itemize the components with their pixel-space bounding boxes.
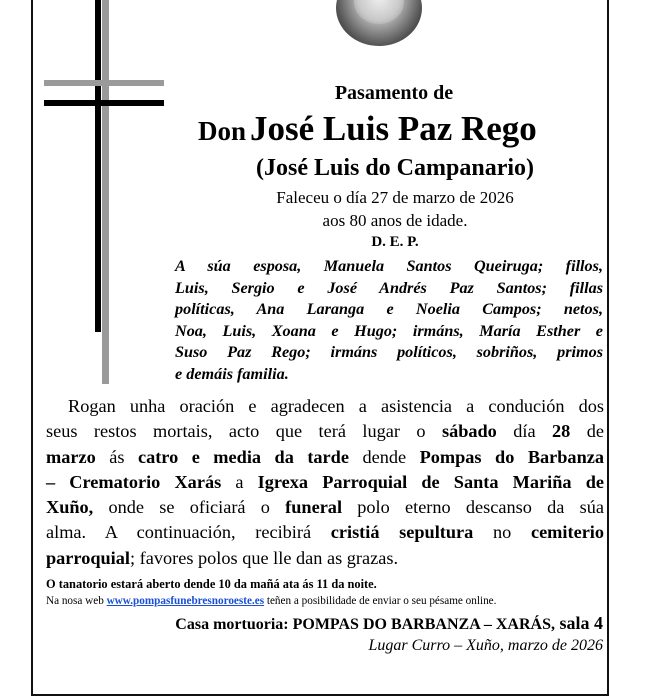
casa-mortuoria: Casa mortuoria: POMPAS DO BARBANZA – XARÁS, sala 4: [175, 613, 603, 633]
dep: D. E. P.: [371, 234, 419, 250]
death-date: Faleceu o día 27 de marzo de 2026: [276, 188, 514, 207]
name-title: Don: [198, 116, 247, 146]
sala-number: sala 4: [554, 613, 603, 633]
name-full: José Luis Paz Rego: [250, 109, 537, 148]
place-date: Lugar Curro – Xuño, marzo de 2026: [368, 637, 603, 654]
family-paragraph: [175, 256, 603, 386]
family-line: Suso Paz Rego; irmáns políticos, sobriños, primos: [175, 343, 603, 362]
announcement-line: alma. A continuación, recibirá cristiá sepultura no cemiterio: [46, 522, 605, 543]
tanatorio-note: O tanatorio estará aberto dende 10 da mañá ata ás 11 da noite.: [46, 577, 377, 591]
heading: Pasamento de: [334, 82, 454, 104]
announcement-paragraph: [46, 394, 604, 571]
family-line: A súa esposa, Manuela Santos Queiruga; fillos,: [175, 257, 603, 275]
family-line: e demáis familia.: [175, 364, 289, 383]
announcement-line: Rogan unha oración e agradecen a asistencia a condución dos: [68, 396, 604, 416]
deceased-name: [198, 109, 537, 149]
website-link[interactable]: www.pompasfunebresnoroeste.es: [106, 595, 265, 607]
age: aos 80 anos de idade.: [322, 211, 468, 230]
family-line: Noa, Luis, Xoana e Hugo; irmáns, María Esther e: [175, 321, 603, 340]
alias: (José Luis do Campanario): [255, 155, 535, 181]
announcement-line: seus restos mortais, acto que terá lugar o sábado día 28 de: [46, 421, 604, 442]
announcement-line: parroquial; favores polos que lle dan as grazas.: [46, 547, 399, 568]
family-line: políticas, Ana Laranga e Noelia Campos; netos,: [175, 300, 603, 319]
web-note: Na nosa web www.pompasfunebresnoroeste.es teñen a posibilidade de enviar o seu pésame online.: [46, 595, 497, 607]
family-line: Luis, Sergio e José Andrés Paz Santos; fillas: [175, 278, 603, 297]
announcement-line: marzo ás catro e media da tarde dende Pompas do Barbanza: [46, 446, 604, 467]
announcement-line: Xuño, onde se oficiará o funeral polo eterno descanso da súa: [46, 497, 604, 518]
announcement-line: – Crematorio Xarás a Igrexa Parroquial de Santa Mariña de: [46, 471, 604, 492]
